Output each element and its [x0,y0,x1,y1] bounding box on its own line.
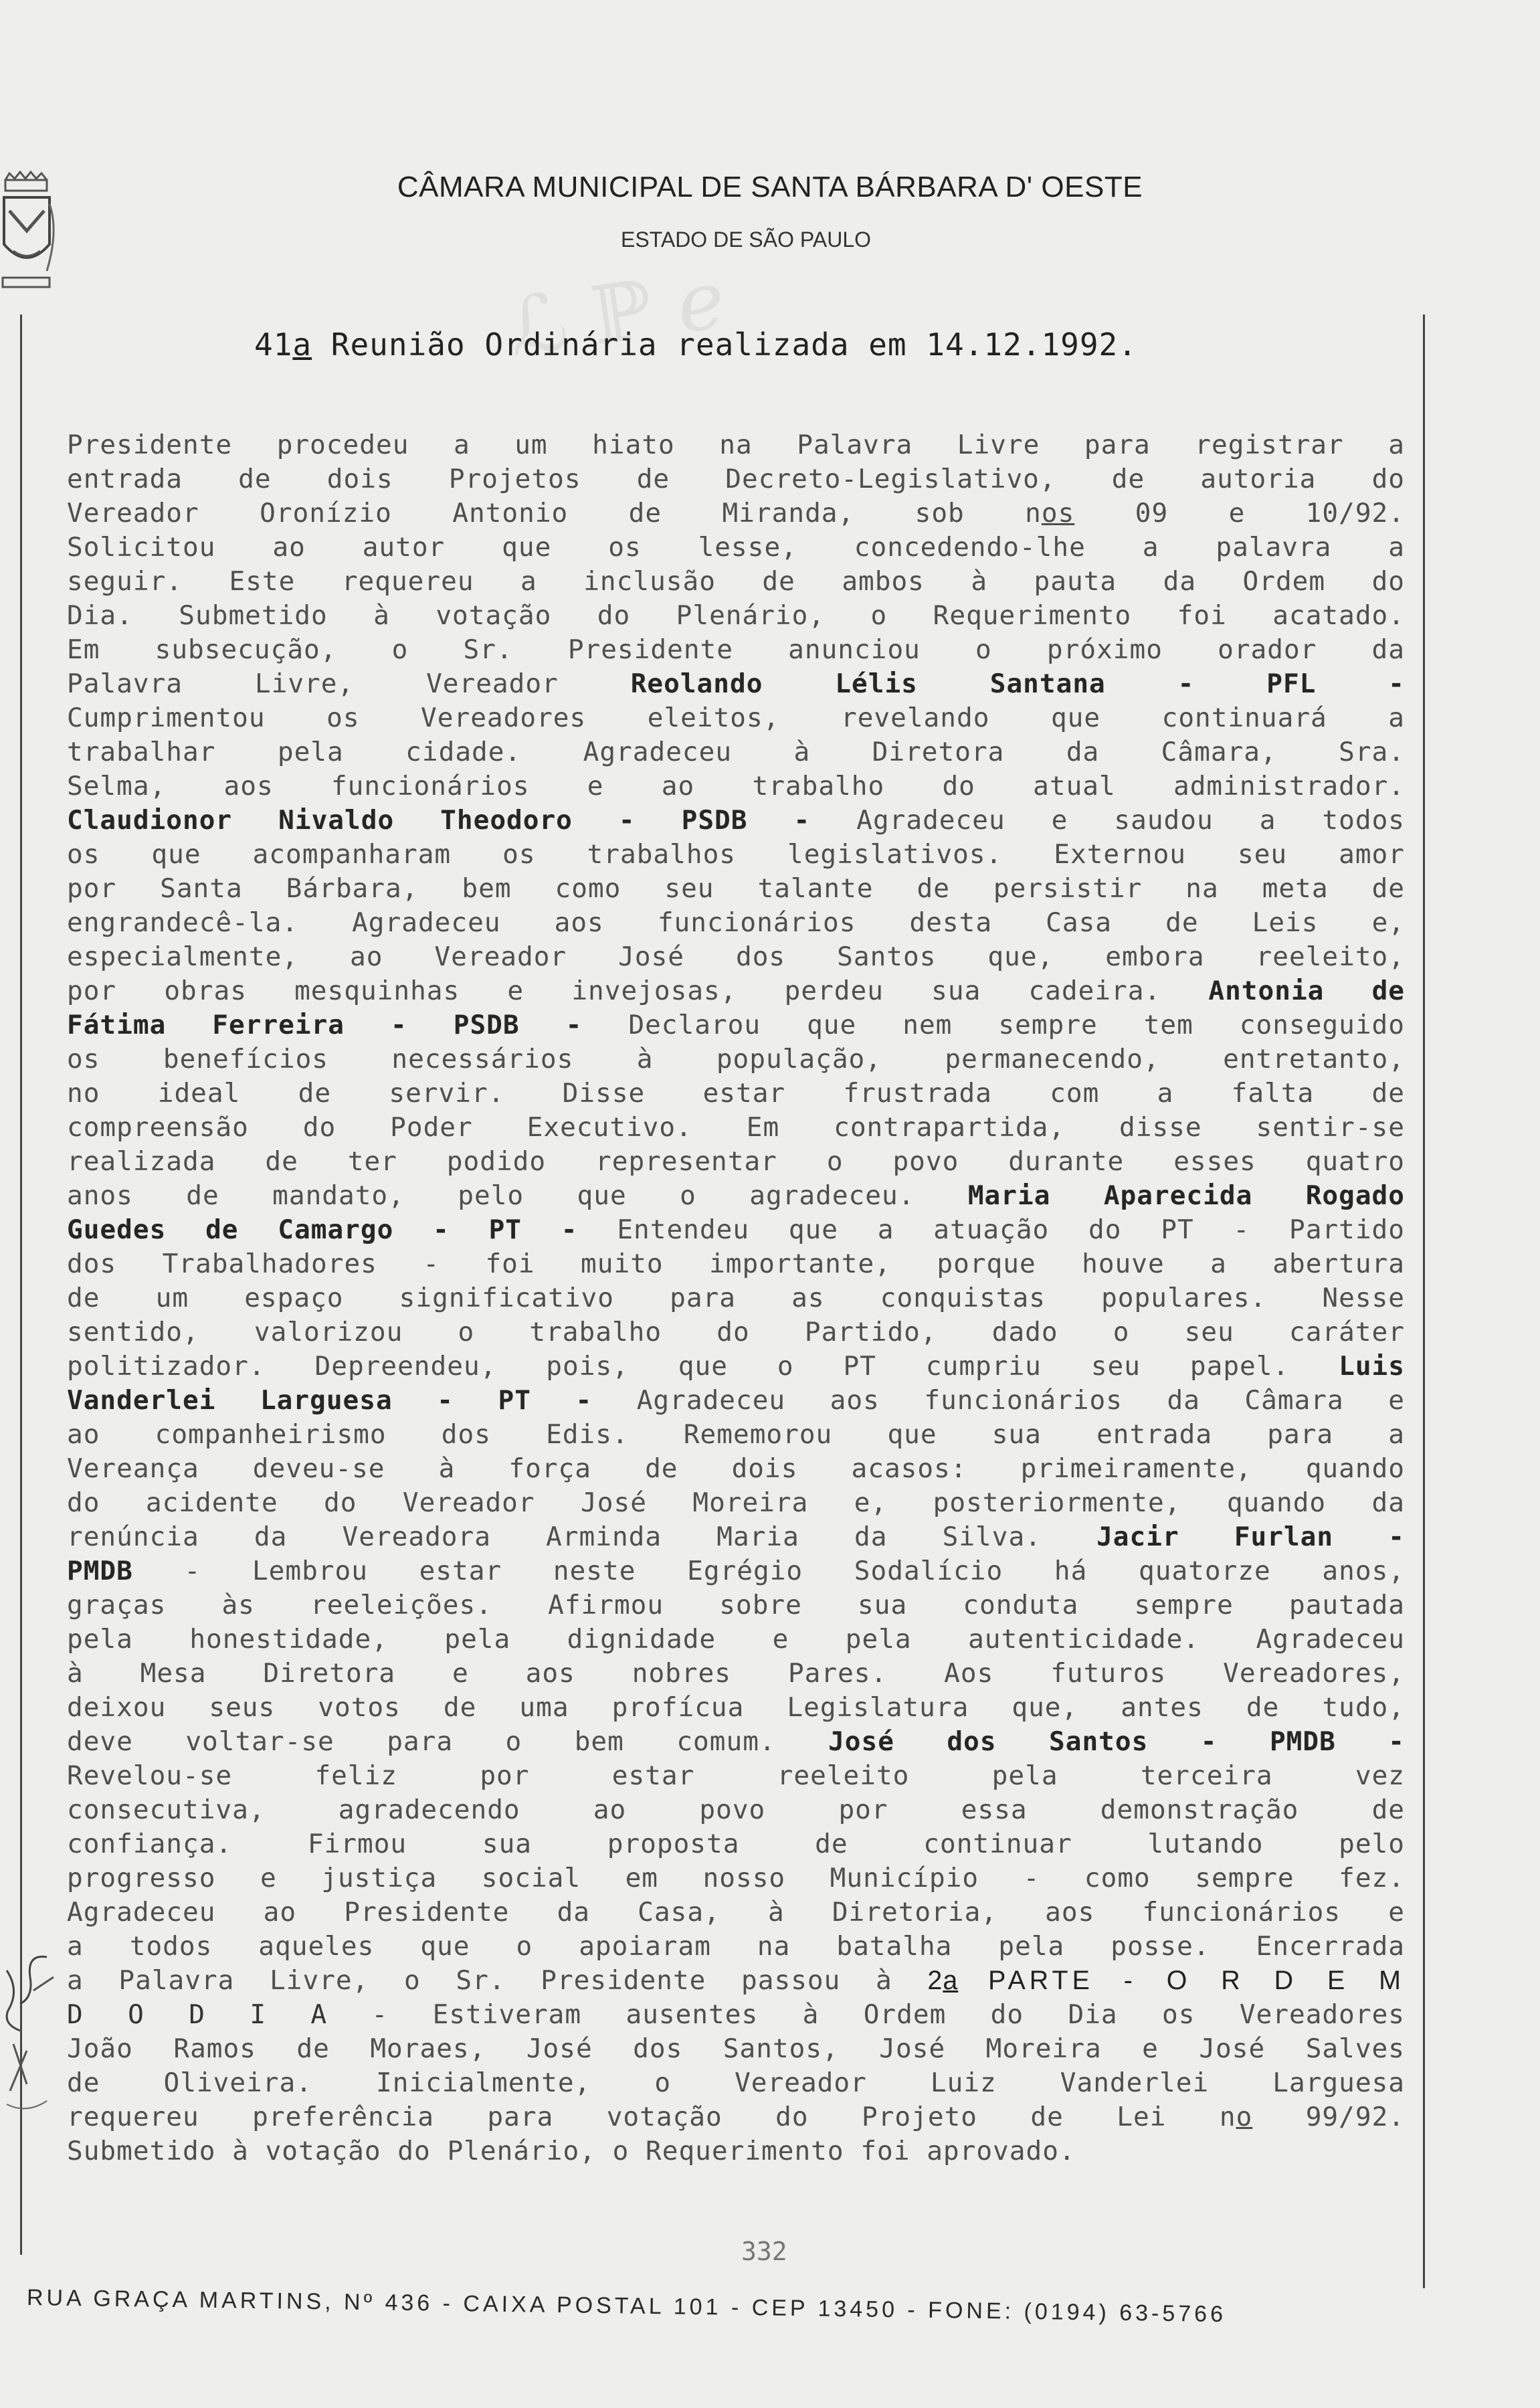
page-number: 332 [741,2237,787,2266]
body-line: Vereança deveu-se à força de dois acasos: primeiramente, quando [67,1453,1405,1484]
address-footer: RUA GRAÇA MARTINS, Nº 436 - CAIXA POSTAL 101 - CEP 13450 - FONE: (0194) 63-5766 [26,2285,1227,2328]
body-line: politizador. Depreendeu, pois, que o PT cumpriu seu papel. Luis [67,1351,1405,1382]
body-line: Palavra Livre, Vereador Reolando Lélis Santana - PFL - [67,668,1405,699]
body-line: a todos aqueles que o apoiaram na batalha pela posse. Encerrada [67,1931,1405,1962]
body-line: os que acompanharam os trabalhos legislativos. Externou seu amor [67,839,1405,870]
heading-number: 41 [254,327,293,363]
body-line: Guedes de Camargo - PT - Entendeu que a atuação do PT - Partido [67,1214,1405,1245]
body-line: seguir. Este requereu a inclusão de ambos à pauta da Ordem do [67,566,1405,597]
body-line: Claudionor Nivaldo Theodoro - PSDB - Agradeceu e saudou a todos [67,805,1405,836]
page-header-title: CÂMARA MUNICIPAL DE SANTA BÁRBARA D' OESTE [397,171,1143,203]
body-line: Solicitou ao autor que os lesse, concedendo-lhe a palavra a [67,532,1405,563]
heading-text: Reunião Ordinária realizada em 14.12.1992. [312,327,1137,363]
body-line: por Santa Bárbara, bem como seu talante de persistir na meta de [67,873,1405,904]
speaker-name: Vanderlei Larguesa - PT - [67,1385,593,1416]
speaker-name: Antonia de [1208,976,1405,1006]
body-line: progresso e justiça social em nosso Município - como sempre fez. [67,1863,1405,1893]
body-line: Vanderlei Larguesa - PT - Agradeceu aos funcionários da Câmara e [67,1385,1405,1416]
section-title: PARTE - O R D E M [958,1966,1405,1995]
body-line: Selma, aos funcionários e ao trabalho do atual administrador. [67,771,1405,802]
right-margin-rule [1423,314,1425,2288]
section-title: D O D I A [67,1999,328,2030]
body-line: PMDB - Lembrou estar neste Egrégio Sodalício há quatorze anos, [67,1556,1405,1586]
handwritten-margin-mark-icon [0,1950,60,2124]
body-line: entrada de dois Projetos de Decreto-Legislativo, de autoria do [67,464,1405,494]
body-line: deve voltar-se para o bem comum. José dos Santos - PMDB - [67,1726,1405,1757]
body-line: dos Trabalhadores - foi muito importante, porque houve a abertura [67,1248,1405,1279]
body-line: Dia. Submetido à votação do Plenário, o Requerimento foi acatado. [67,600,1405,631]
body-line: trabalhar pela cidade. Agradeceu à Diretora da Câmara, Sra. [67,737,1405,767]
body-line: renúncia da Vereadora Arminda Maria da Silva. Jacir Furlan - [67,1521,1405,1552]
body-line: Vereador Oronízio Antonio de Miranda, sob nos 09 e 10/92. [67,498,1405,529]
body-line: no ideal de servir. Disse estar frustrada com a falta de [67,1078,1405,1109]
body-line: realizada de ter podido representar o povo durante esses quatro [67,1146,1405,1177]
speaker-name: Claudionor Nivaldo Theodoro - PSDB - [67,805,811,836]
body-line: de um espaço significativo para as conquistas populares. Nesse [67,1283,1405,1313]
bleed-through-text: ℒ ℙ ℯ [502,253,731,375]
body-line: Em subsecução, o Sr. Presidente anunciou o próximo orador da [67,634,1405,665]
body-line: especialmente, ao Vereador José dos Santos que, embora reeleito, [67,941,1405,972]
body-line: Submetido à votação do Plenário, o Requerimento foi aprovado. [67,2136,1076,2166]
speaker-name: Fátima Ferreira - PSDB - [67,1010,583,1040]
body-line: engrandecê-la. Agradeceu aos funcionários desta Casa de Leis e, [67,907,1405,938]
speaker-name: Jacir Furlan - [1096,1521,1405,1552]
body-line: Cumprimentou os Vereadores eleitos, revelando que continuará a [67,703,1405,733]
body-line: consecutiva, agradecendo ao povo por essa demonstração de [67,1794,1405,1825]
body-line: à Mesa Diretora e aos nobres Pares. Aos futuros Vereadores, [67,1658,1405,1689]
body-line: Presidente procedeu a um hiato na Palavra Livre para registrar a [67,430,1405,460]
speaker-name: José dos Santos - PMDB - [828,1726,1405,1757]
body-line: D O D I A - Estiveram ausentes à Ordem do Dia os Vereadores [67,1999,1406,2030]
minutes-body [67,428,1405,2168]
speaker-name: Guedes de Camargo - PT - [67,1214,578,1245]
meeting-heading [254,327,1137,363]
body-line: sentido, valorizou o trabalho do Partido, dado o seu caráter [67,1317,1405,1348]
body-line: Fátima Ferreira - PSDB - Declarou que nem sempre tem conseguido [67,1010,1405,1040]
body-line: requereu preferência para votação do Projeto de Lei no 99/92. [67,2102,1405,2132]
body-line: pela honestidade, pela dignidade e pela autenticidade. Agradeceu [67,1624,1405,1655]
body-line: João Ramos de Moraes, José dos Santos, José Moreira e José Salves [67,2033,1405,2064]
body-line: ao companheirismo dos Edis. Rememorou que sua entrada para a [67,1419,1405,1450]
body-line: a Palavra Livre, o Sr. Presidente passou à 2a PARTE - O R D E M [67,1965,1405,1996]
body-line: compreensão do Poder Executivo. Em contrapartida, disse sentir-se [67,1112,1405,1143]
speaker-name: Maria Aparecida Rogado [967,1180,1405,1211]
body-line: deixou seus votos de uma profícua Legislatura que, antes de tudo, [67,1692,1405,1723]
speaker-name: Reolando Lélis Santana - PFL - [630,668,1405,699]
body-line: os benefícios necessários à população, permanecendo, entretanto, [67,1044,1405,1075]
heading-ordinal: a [292,327,312,363]
speaker-name: PMDB [67,1556,133,1586]
body-line: graças às reeleições. Afirmou sobre sua conduta sempre pautada [67,1590,1405,1620]
body-line: Agradeceu ao Presidente da Casa, à Diretoria, aos funcionários e [67,1897,1405,1928]
body-line: anos de mandato, pelo que o agradeceu. Maria Aparecida Rogado [67,1180,1405,1211]
body-line: Revelou-se feliz por estar reeleito pela terceira vez [67,1760,1405,1791]
page-header-subtitle: ESTADO DE SÃO PAULO [620,227,871,252]
body-line: por obras mesquinhas e invejosas, perdeu sua cadeira. Antonia de [67,976,1405,1006]
body-line: do acidente do Vereador José Moreira e, posteriormente, quando da [67,1487,1405,1518]
body-line: de Oliveira. Inicialmente, o Vereador Luiz Vanderlei Larguesa [67,2067,1405,2098]
body-line: confiança. Firmou sua proposta de continuar lutando pelo [67,1829,1405,1859]
speaker-name: Luis [1339,1351,1405,1382]
